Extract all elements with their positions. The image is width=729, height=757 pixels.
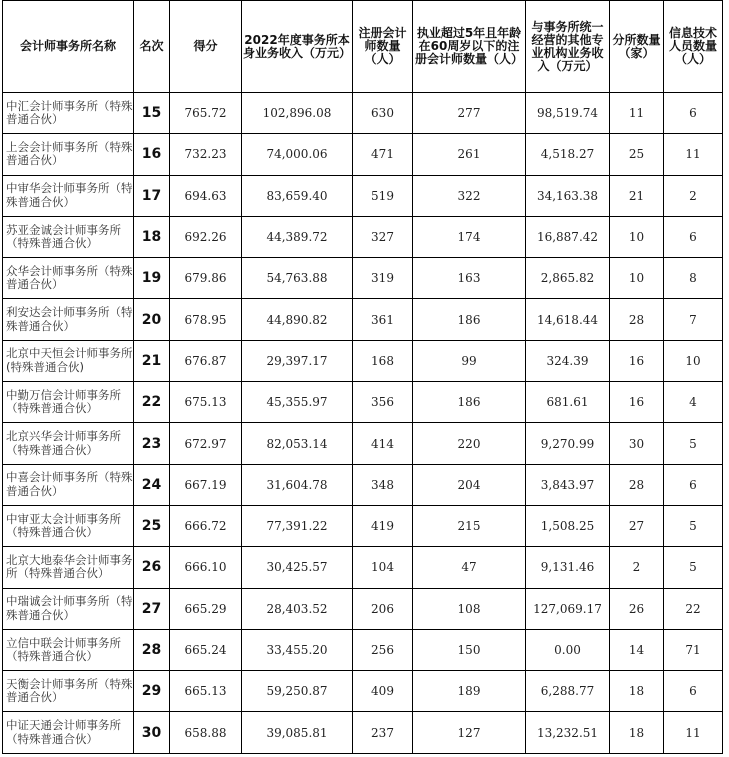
cell-it-staff-count: 11 bbox=[664, 712, 723, 753]
cell-cpa-count: 361 bbox=[353, 299, 413, 340]
cell-cpa-count: 356 bbox=[353, 382, 413, 423]
cell-it-staff-count: 11 bbox=[664, 134, 723, 175]
cell-revenue: 29,397.17 bbox=[242, 340, 353, 381]
header-experienced-cpa-count: 执业超过5年且年龄在60周岁以下的注册会计师数量（人） bbox=[413, 1, 526, 93]
cell-it-staff-count: 8 bbox=[664, 258, 723, 299]
cell-cpa-count: 327 bbox=[353, 216, 413, 257]
cell-firm-name: 中审亚太会计师事务所（特殊普通合伙） bbox=[3, 505, 134, 546]
cell-branch-count: 14 bbox=[610, 629, 664, 670]
cell-cpa-count: 519 bbox=[353, 175, 413, 216]
cell-firm-name: 中审华会计师事务所（特殊普通合伙） bbox=[3, 175, 134, 216]
cell-it-staff-count: 2 bbox=[664, 175, 723, 216]
cell-it-staff-count: 6 bbox=[664, 93, 723, 134]
cell-revenue: 33,455.20 bbox=[242, 629, 353, 670]
cell-firm-name: 中喜会计师事务所（特殊普通合伙） bbox=[3, 464, 134, 505]
cell-rank: 26 bbox=[134, 547, 170, 588]
cell-experienced-cpa-count: 189 bbox=[413, 671, 526, 712]
cell-branch-count: 10 bbox=[610, 216, 664, 257]
cell-score: 667.19 bbox=[170, 464, 242, 505]
header-score: 得分 bbox=[170, 1, 242, 93]
cell-firm-name: 北京兴华会计师事务所（特殊普通合伙） bbox=[3, 423, 134, 464]
cell-affiliate-revenue: 681.61 bbox=[526, 382, 610, 423]
header-cpa-count: 注册会计师数量（人） bbox=[353, 1, 413, 93]
cell-branch-count: 2 bbox=[610, 547, 664, 588]
cell-branch-count: 28 bbox=[610, 464, 664, 505]
cell-revenue: 83,659.40 bbox=[242, 175, 353, 216]
cell-score: 665.24 bbox=[170, 629, 242, 670]
header-rank: 名次 bbox=[134, 1, 170, 93]
table-row bbox=[3, 93, 723, 134]
table-row bbox=[3, 258, 723, 299]
cell-it-staff-count: 5 bbox=[664, 423, 723, 464]
cell-branch-count: 18 bbox=[610, 671, 664, 712]
cell-score: 665.29 bbox=[170, 588, 242, 629]
cell-cpa-count: 168 bbox=[353, 340, 413, 381]
cell-branch-count: 26 bbox=[610, 588, 664, 629]
cell-experienced-cpa-count: 186 bbox=[413, 382, 526, 423]
cell-branch-count: 30 bbox=[610, 423, 664, 464]
cell-branch-count: 16 bbox=[610, 340, 664, 381]
cell-experienced-cpa-count: 261 bbox=[413, 134, 526, 175]
cell-score: 665.13 bbox=[170, 671, 242, 712]
cell-cpa-count: 237 bbox=[353, 712, 413, 753]
table-row bbox=[3, 629, 723, 670]
cell-affiliate-revenue: 0.00 bbox=[526, 629, 610, 670]
cell-cpa-count: 419 bbox=[353, 505, 413, 546]
cell-it-staff-count: 71 bbox=[664, 629, 723, 670]
cell-affiliate-revenue: 9,131.46 bbox=[526, 547, 610, 588]
cell-score: 679.86 bbox=[170, 258, 242, 299]
cell-score: 694.63 bbox=[170, 175, 242, 216]
cell-experienced-cpa-count: 204 bbox=[413, 464, 526, 505]
cell-experienced-cpa-count: 174 bbox=[413, 216, 526, 257]
header-row bbox=[3, 1, 723, 93]
table-row bbox=[3, 505, 723, 546]
cell-firm-name: 立信中联会计师事务所（特殊普通合伙） bbox=[3, 629, 134, 670]
cell-affiliate-revenue: 34,163.38 bbox=[526, 175, 610, 216]
cell-experienced-cpa-count: 215 bbox=[413, 505, 526, 546]
cell-experienced-cpa-count: 150 bbox=[413, 629, 526, 670]
cell-firm-name: 中勤万信会计师事务所（特殊普通合伙） bbox=[3, 382, 134, 423]
table-row bbox=[3, 134, 723, 175]
cell-affiliate-revenue: 1,508.25 bbox=[526, 505, 610, 546]
cell-cpa-count: 319 bbox=[353, 258, 413, 299]
table-row bbox=[3, 671, 723, 712]
cell-branch-count: 25 bbox=[610, 134, 664, 175]
cell-rank: 27 bbox=[134, 588, 170, 629]
cell-firm-name: 中证天通会计师事务所（特殊普通合伙） bbox=[3, 712, 134, 753]
cell-score: 658.88 bbox=[170, 712, 242, 753]
cell-affiliate-revenue: 2,865.82 bbox=[526, 258, 610, 299]
cell-rank: 19 bbox=[134, 258, 170, 299]
cell-cpa-count: 630 bbox=[353, 93, 413, 134]
cell-cpa-count: 104 bbox=[353, 547, 413, 588]
cell-firm-name: 中瑞诚会计师事务所（特殊普通合伙） bbox=[3, 588, 134, 629]
cell-affiliate-revenue: 4,518.27 bbox=[526, 134, 610, 175]
table-row bbox=[3, 464, 723, 505]
cell-rank: 22 bbox=[134, 382, 170, 423]
cell-rank: 30 bbox=[134, 712, 170, 753]
cell-rank: 21 bbox=[134, 340, 170, 381]
cell-affiliate-revenue: 98,519.74 bbox=[526, 93, 610, 134]
header-firm-name: 会计师事务所名称 bbox=[3, 1, 134, 93]
cell-it-staff-count: 6 bbox=[664, 671, 723, 712]
header-it-staff-count: 信息技术人员数量（人） bbox=[664, 1, 723, 93]
cell-revenue: 44,389.72 bbox=[242, 216, 353, 257]
cell-it-staff-count: 5 bbox=[664, 505, 723, 546]
cell-it-staff-count: 6 bbox=[664, 464, 723, 505]
cell-it-staff-count: 10 bbox=[664, 340, 723, 381]
cell-cpa-count: 348 bbox=[353, 464, 413, 505]
cell-branch-count: 10 bbox=[610, 258, 664, 299]
cell-revenue: 102,896.08 bbox=[242, 93, 353, 134]
cell-branch-count: 27 bbox=[610, 505, 664, 546]
cell-revenue: 39,085.81 bbox=[242, 712, 353, 753]
cell-revenue: 74,000.06 bbox=[242, 134, 353, 175]
cell-revenue: 28,403.52 bbox=[242, 588, 353, 629]
table-row bbox=[3, 423, 723, 464]
cell-rank: 25 bbox=[134, 505, 170, 546]
cell-branch-count: 28 bbox=[610, 299, 664, 340]
cell-firm-name: 上会会计师事务所（特殊普通合伙） bbox=[3, 134, 134, 175]
cell-rank: 24 bbox=[134, 464, 170, 505]
cell-score: 672.97 bbox=[170, 423, 242, 464]
cell-rank: 17 bbox=[134, 175, 170, 216]
cell-experienced-cpa-count: 163 bbox=[413, 258, 526, 299]
cell-rank: 29 bbox=[134, 671, 170, 712]
cell-revenue: 30,425.57 bbox=[242, 547, 353, 588]
cell-revenue: 45,355.97 bbox=[242, 382, 353, 423]
cell-firm-name: 苏亚金诚会计师事务所（特殊普通合伙） bbox=[3, 216, 134, 257]
cell-experienced-cpa-count: 322 bbox=[413, 175, 526, 216]
cell-experienced-cpa-count: 47 bbox=[413, 547, 526, 588]
table-row bbox=[3, 340, 723, 381]
cell-cpa-count: 206 bbox=[353, 588, 413, 629]
cell-score: 692.26 bbox=[170, 216, 242, 257]
cell-experienced-cpa-count: 220 bbox=[413, 423, 526, 464]
cell-affiliate-revenue: 324.39 bbox=[526, 340, 610, 381]
cell-rank: 18 bbox=[134, 216, 170, 257]
cell-it-staff-count: 6 bbox=[664, 216, 723, 257]
cell-it-staff-count: 4 bbox=[664, 382, 723, 423]
cell-revenue: 31,604.78 bbox=[242, 464, 353, 505]
table-row bbox=[3, 216, 723, 257]
cell-firm-name: 众华会计师事务所（特殊普通合伙） bbox=[3, 258, 134, 299]
cell-affiliate-revenue: 14,618.44 bbox=[526, 299, 610, 340]
cell-it-staff-count: 5 bbox=[664, 547, 723, 588]
table-row bbox=[3, 712, 723, 753]
cell-affiliate-revenue: 13,232.51 bbox=[526, 712, 610, 753]
cell-score: 765.72 bbox=[170, 93, 242, 134]
header-revenue: 2022年度事务所本身业务收入（万元） bbox=[242, 1, 353, 93]
cell-branch-count: 11 bbox=[610, 93, 664, 134]
cell-firm-name: 中汇会计师事务所（特殊普通合伙） bbox=[3, 93, 134, 134]
cell-revenue: 44,890.82 bbox=[242, 299, 353, 340]
cell-score: 678.95 bbox=[170, 299, 242, 340]
ranking-table bbox=[2, 0, 723, 754]
cell-branch-count: 21 bbox=[610, 175, 664, 216]
cell-firm-name: 利安达会计师事务所（特殊普通合伙） bbox=[3, 299, 134, 340]
cell-revenue: 59,250.87 bbox=[242, 671, 353, 712]
cell-score: 676.87 bbox=[170, 340, 242, 381]
cell-rank: 28 bbox=[134, 629, 170, 670]
cell-score: 675.13 bbox=[170, 382, 242, 423]
cell-experienced-cpa-count: 108 bbox=[413, 588, 526, 629]
cell-score: 666.10 bbox=[170, 547, 242, 588]
cell-it-staff-count: 22 bbox=[664, 588, 723, 629]
header-branch-count: 分所数量（家） bbox=[610, 1, 664, 93]
cell-cpa-count: 414 bbox=[353, 423, 413, 464]
cell-affiliate-revenue: 6,288.77 bbox=[526, 671, 610, 712]
cell-firm-name: 北京大地泰华会计师事务所（特殊普通合伙） bbox=[3, 547, 134, 588]
cell-rank: 16 bbox=[134, 134, 170, 175]
cell-revenue: 82,053.14 bbox=[242, 423, 353, 464]
cell-experienced-cpa-count: 127 bbox=[413, 712, 526, 753]
cell-branch-count: 18 bbox=[610, 712, 664, 753]
cell-score: 666.72 bbox=[170, 505, 242, 546]
cell-affiliate-revenue: 127,069.17 bbox=[526, 588, 610, 629]
cell-it-staff-count: 7 bbox=[664, 299, 723, 340]
cell-revenue: 77,391.22 bbox=[242, 505, 353, 546]
cell-score: 732.23 bbox=[170, 134, 242, 175]
cell-cpa-count: 409 bbox=[353, 671, 413, 712]
cell-cpa-count: 256 bbox=[353, 629, 413, 670]
cell-affiliate-revenue: 9,270.99 bbox=[526, 423, 610, 464]
cell-rank: 15 bbox=[134, 93, 170, 134]
table-row bbox=[3, 588, 723, 629]
cell-cpa-count: 471 bbox=[353, 134, 413, 175]
cell-rank: 23 bbox=[134, 423, 170, 464]
cell-experienced-cpa-count: 277 bbox=[413, 93, 526, 134]
cell-branch-count: 16 bbox=[610, 382, 664, 423]
table-row bbox=[3, 175, 723, 216]
cell-affiliate-revenue: 16,887.42 bbox=[526, 216, 610, 257]
cell-rank: 20 bbox=[134, 299, 170, 340]
cell-affiliate-revenue: 3,843.97 bbox=[526, 464, 610, 505]
table-row bbox=[3, 299, 723, 340]
header-affiliate-revenue: 与事务所统一经营的其他专业机构业务收入（万元） bbox=[526, 1, 610, 93]
cell-experienced-cpa-count: 99 bbox=[413, 340, 526, 381]
table-body bbox=[3, 93, 723, 754]
cell-revenue: 54,763.88 bbox=[242, 258, 353, 299]
table-row bbox=[3, 547, 723, 588]
cell-firm-name: 天衡会计师事务所（特殊普通合伙） bbox=[3, 671, 134, 712]
cell-firm-name: 北京中天恒会计师事务所(特殊普通合伙) bbox=[3, 340, 134, 381]
table-row bbox=[3, 382, 723, 423]
cell-experienced-cpa-count: 186 bbox=[413, 299, 526, 340]
